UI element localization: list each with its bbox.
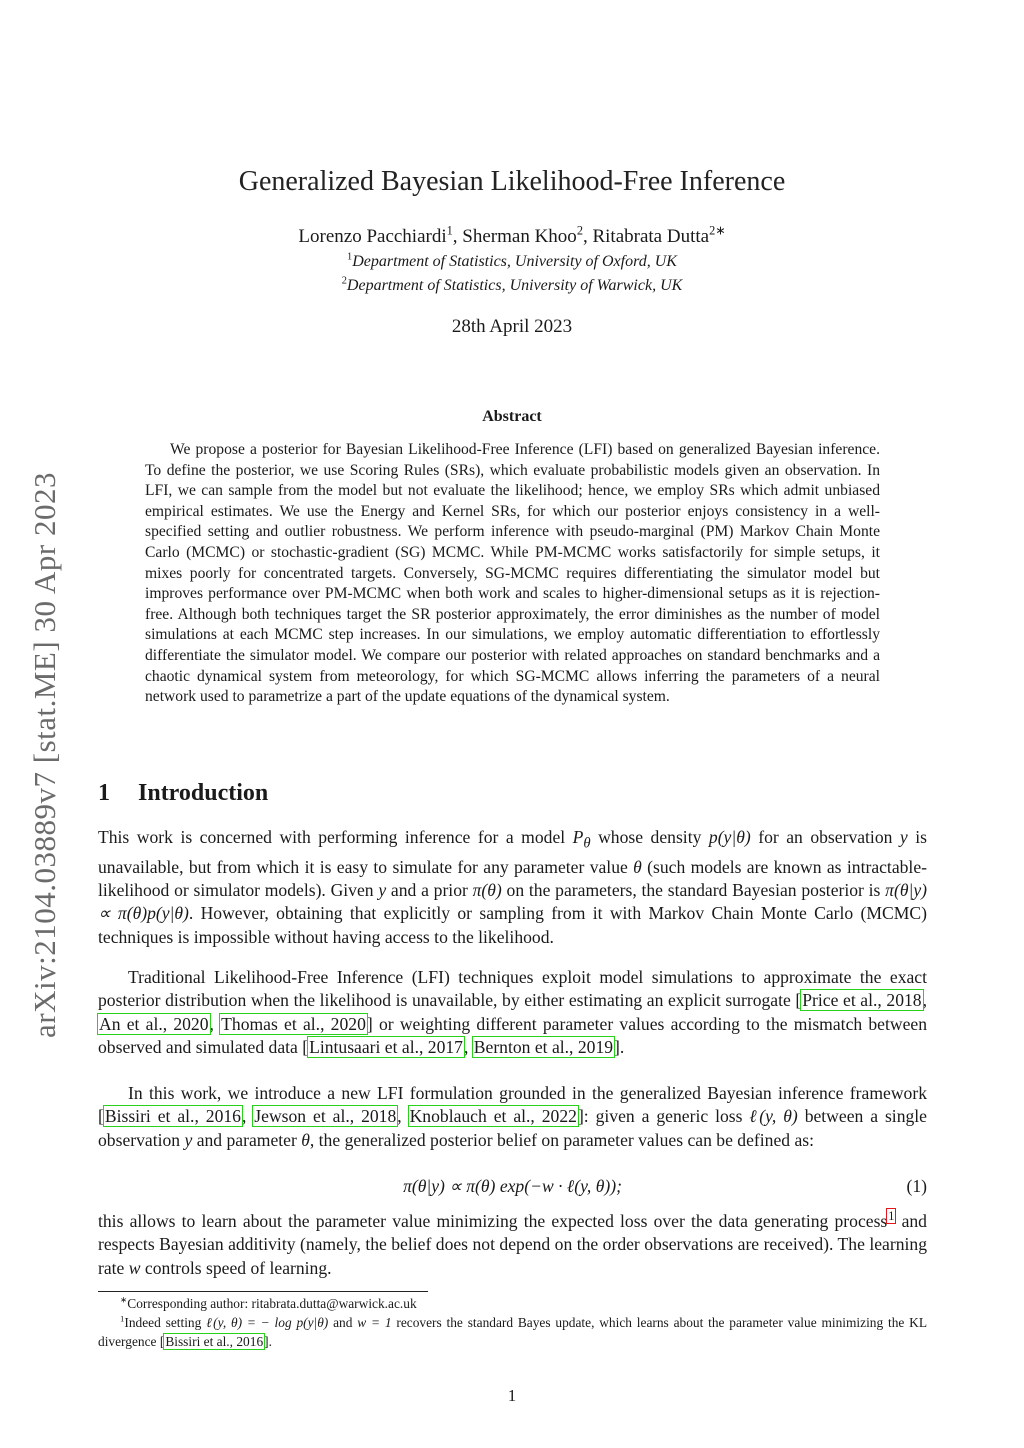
author-name: Lorenzo Pacchiardi	[298, 226, 447, 247]
footnote-mark: 1	[120, 1313, 125, 1324]
paragraph: this allows to learn about the parameter value minimizing the expected loss over the data generating process$^1$ and respects Bayesian additivity (namely, the belief does not depend on the order observations are received). The learning rate w controls speed of learning.	[98, 1209, 927, 1278]
citation-link[interactable]: Lintusaari et al., 2017	[309, 1036, 463, 1057]
author-mark: 2	[576, 223, 583, 238]
author-list: Lorenzo Pacchiardi$^1$, Sherman Khoo$^2$, Ritabrata Dutta$^{2∗}$	[298, 223, 726, 247]
math: p(y|θ)	[708, 827, 751, 847]
affiliation	[0, 253, 1024, 271]
math: y	[378, 880, 387, 901]
math: θ	[583, 835, 591, 852]
footnote: $^1$Indeed setting ℓ(y, θ) = − log p(y|θ) and w = 1 recovers the standard Bayes update, which learns about the parameter value minimizing the KL divergence [Bissiri et al., 2016].	[98, 1313, 928, 1349]
math: w	[128, 1257, 141, 1278]
affiliation	[0, 277, 1024, 295]
author-mark: 1	[446, 223, 453, 238]
section-title: Introduction	[138, 780, 269, 806]
equation	[98, 1176, 927, 1202]
citation-link[interactable]: Jewson et al., 2018	[254, 1106, 397, 1127]
math: θ	[301, 1129, 310, 1150]
affiliation-mark: 2	[341, 275, 347, 287]
equation-formula: π(θ|y) ∝ π(θ) exp(−w · ℓ(y, θ));	[403, 1176, 622, 1196]
author-name: Ritabrata Dutta	[592, 226, 710, 247]
equation-number: (1)	[906, 1176, 927, 1196]
math: π(θ)	[472, 880, 502, 901]
section-heading	[98, 780, 268, 807]
paragraph: In this work, we introduce a new LFI formulation grounded in the generalized Bayesian inference framework [Bissiri et al., 2016, Jewson et al., 2018, Knoblauch et al., 2022]: given a generic loss ℓ(y, θ) between a single observation y and parameter θ, the generalized posterior belief on parameter values can be defined as:	[98, 1083, 927, 1150]
math: ℓ(y, θ) = − log p(y|θ)	[206, 1315, 329, 1330]
math: ℓ(y, θ)	[749, 1106, 798, 1127]
citation-link[interactable]: Knoblauch et al., 2022	[409, 1106, 577, 1127]
citation-link[interactable]: Bernton et al., 2019	[473, 1036, 614, 1057]
math: π(θ|y) ∝ π(θ)p(y|θ)	[98, 880, 927, 924]
affiliation-text: Department of Statistics, University of Warwick, UK	[346, 277, 683, 294]
footnote-mark: ∗	[120, 1294, 128, 1305]
citation-link[interactable]: Bissiri et al., 2016	[165, 1333, 264, 1349]
footnote: ∗Corresponding author: ritabrata.dutta@warwick.ac.uk	[120, 1294, 417, 1311]
abstract-heading: Abstract	[482, 408, 542, 425]
page-number: 1	[507, 1386, 517, 1405]
paragraph: This work is concerned with performing inference for a model $P_\theta$ whose density p(y|θ) for an observation y is unavailable, but from which it is easy to simulate for any parameter value θ (such models are known as intractable-likelihood or simulator models). Given y and a prior π(θ) on the parameters, the standard Bayesian posterior is π(θ|y) ∝ π(θ)p(y|θ). However, obtaining that explicitly or sampling from it with Markov Chain Monte Carlo (MCMC) techniques is impossible without having access to the likelihood.	[98, 827, 927, 947]
affiliation-text: Department of Statistics, University of Oxford, UK	[352, 253, 677, 270]
arxiv-stamp	[22, 440, 68, 1070]
abstract-text: We propose a posterior for Bayesian Likelihood-Free Inference (LFI) based on generalized Bayesian inference. To define the posterior, we use Scoring Rules (SRs), which evaluate probabilistic models given an observation. In LFI, we can sample from the model but not evaluate the likelihood; hence, we employ SRs which admit unbiased empirical estimates. We use the Energy and Kernel SRs, for which our posterior enjoys consistency in a well-specified setting and outlier robustness. We perform inference with pseudo-marginal (PM) Markov Chain Monte Carlo (MCMC) or stochastic-gradient (SG) MCMC. While PM-MCMC works satisfactorily for simple setups, it mixes poorly for concentrated targets. Conversely, SG-MCMC requires differentiating the simulator model but improves performance over PM-MCMC when both work and scales to higher-dimensional setups as it is rejection-free. Although both techniques target the SR posterior approximately, the error diminishes as the number of model simulations at each MCMC step increases. In our simulations, we employ automatic differentiation to effortlessly differentiate the simulator model. We compare our posterior with related approaches on standard benchmarks and a chaotic dynamical system from meteorology, for which SG-MCMC allows inferring the parameters of a neural network used to parametrize a part of the update equations of the dynamical system.	[145, 441, 880, 706]
math: y	[184, 1129, 193, 1150]
author-name: Sherman Khoo	[462, 226, 577, 247]
paper-date: 28th April 2023	[451, 316, 573, 337]
math: θ	[633, 856, 642, 877]
affiliation-mark: 1	[347, 251, 353, 263]
citation-link[interactable]: Thomas et al., 2020	[221, 1013, 366, 1034]
arxiv-id[interactable]: arXiv:2104.03889v7 [stat.ME] 30 Apr 2023	[27, 472, 63, 1038]
paper-title: Generalized Bayesian Likelihood-Free Inference	[238, 166, 786, 197]
math: P	[572, 827, 584, 847]
footnote-link[interactable]: 1	[888, 1209, 895, 1224]
section-number: 1	[98, 780, 110, 806]
math: y	[899, 827, 908, 847]
citation-link[interactable]: Bissiri et al., 2016	[104, 1106, 241, 1127]
paragraph: Traditional Likelihood-Free Inference (LFI) techniques exploit model simulations to approximate the exact posterior distribution when the likelihood is unavailable, by either estimating an explicit surrogate [Price et al., 2018, An et al., 2020, Thomas et al., 2020] or weighting different parameter values according to the mismatch between observed and simulated data [Lintusaari et al., 2017, Bernton et al., 2019].	[98, 967, 927, 1057]
citation-link[interactable]: Price et al., 2018	[802, 990, 922, 1011]
math: w = 1	[357, 1315, 392, 1330]
citation-link[interactable]: An et al., 2020	[99, 1013, 209, 1034]
footnote-divider	[98, 1291, 428, 1292]
author-mark: 2∗	[709, 223, 726, 238]
